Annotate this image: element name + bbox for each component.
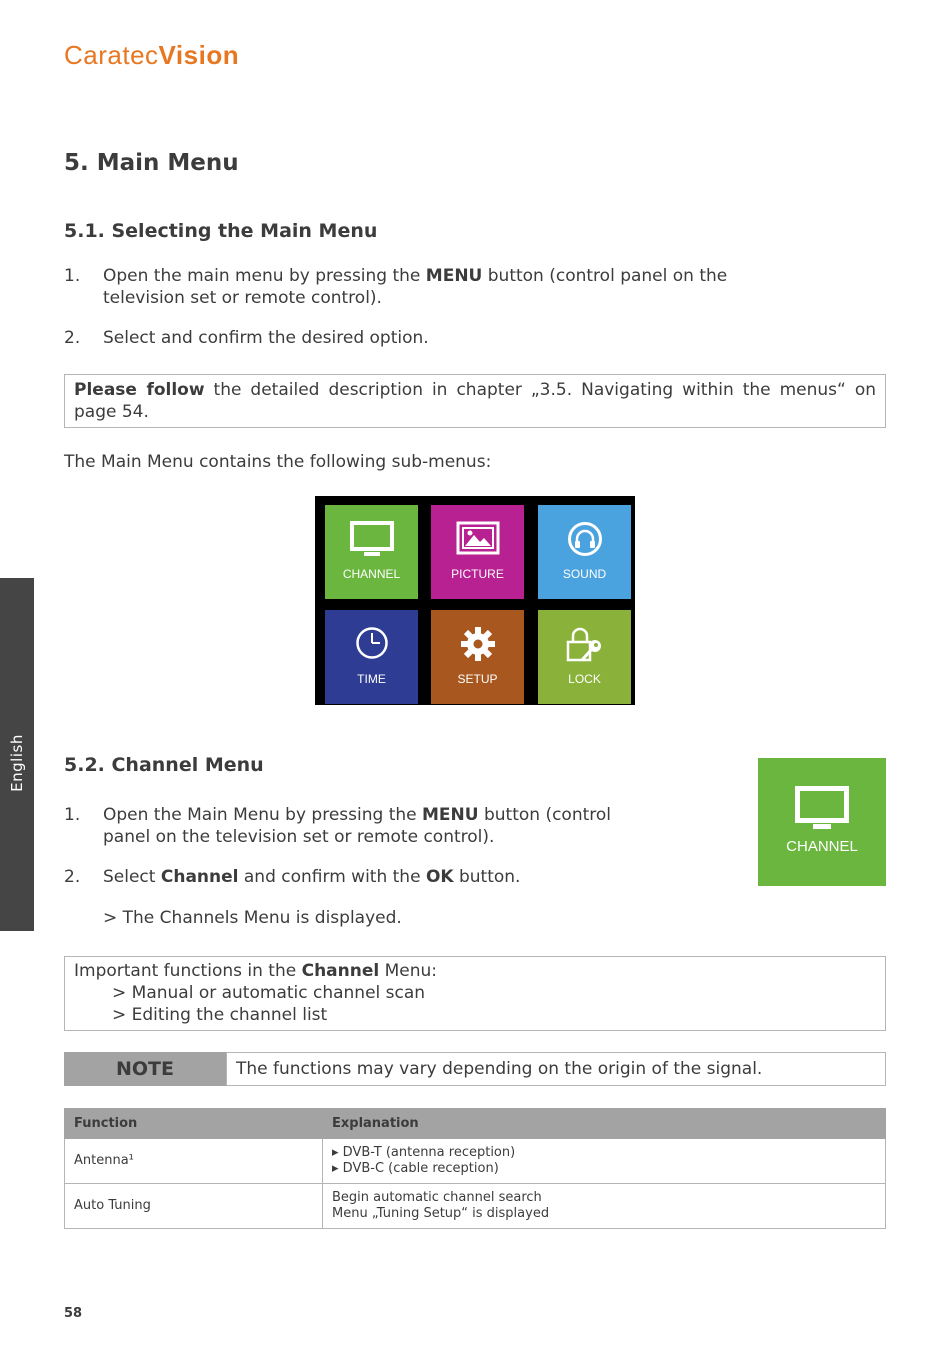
step-text: button. (453, 867, 521, 887)
ok-key-text: OK (425, 867, 454, 887)
menu-tile-label: SETUP (457, 672, 498, 686)
menu-tile-label: SOUND (562, 567, 607, 581)
step-text: Open the main menu by pressing the (103, 266, 426, 286)
channel-keyword: Channel (160, 867, 239, 887)
page-number: 58 (64, 1306, 83, 1321)
step-text: Select (103, 867, 161, 887)
table-header-row (65, 1109, 886, 1139)
step-text: and confirm with the (238, 867, 426, 887)
menu-key-text: MENU (425, 266, 483, 286)
info-box (64, 374, 886, 428)
step-number: 2. (64, 867, 81, 887)
functions-box (64, 956, 886, 1031)
explanation-line: ▸ DVB-T (antenna reception) (332, 1145, 516, 1160)
step-text: Select and confirm the desired option. (103, 328, 429, 348)
headphones-icon (567, 521, 603, 557)
language-label: English (8, 734, 26, 792)
explanation-line: Menu „Tuning Setup“ is displayed (332, 1206, 550, 1221)
menu-tile-channel (325, 505, 418, 599)
lock-key-icon (565, 626, 605, 664)
explanation-line: Begin automatic channel search (332, 1190, 542, 1205)
table-cell-explanation (323, 1139, 886, 1184)
main-menu-screenshot (315, 496, 635, 705)
brand-name-bold: Vision (158, 40, 240, 70)
menu-tile-lock (538, 610, 631, 704)
info-box-text: the detailed description in chapter „3.5. Navigating within the menus“ on page 54. (74, 380, 877, 422)
step-text: panel on the television set or remote control). (103, 827, 495, 847)
note-text: The functions may vary depending on the origin of the signal. (226, 1052, 886, 1086)
function-list-item: > Editing the channel list (112, 1005, 328, 1025)
note-box (64, 1052, 886, 1086)
step-number: 1. (64, 266, 81, 286)
menu-key-text: MENU (422, 805, 479, 825)
step-number: 2. (64, 328, 81, 348)
step-result: > The Channels Menu is displayed. (103, 908, 402, 928)
menu-tile-setup (431, 610, 524, 704)
picture-icon (456, 521, 500, 555)
table-row (65, 1184, 886, 1229)
table-cell-function: Auto Tuning (65, 1184, 323, 1229)
menu-tile-label: CHANNEL (342, 567, 401, 581)
info-box-emphasis: Please follow (74, 380, 205, 400)
subsection-title: 5.2. Channel Menu (64, 754, 264, 776)
step-text: button (control (478, 805, 612, 825)
brand-name-light: Caratec (64, 40, 159, 70)
channel-tile-label: CHANNEL (786, 838, 858, 855)
menu-tile-label: PICTURE (451, 567, 504, 581)
step-item (0, 804, 740, 854)
menu-tile-label: LOCK (568, 672, 601, 686)
section-title: 5. Main Menu (64, 150, 239, 176)
brand-logo (64, 40, 239, 71)
function-table (64, 1108, 886, 1229)
submenu-intro: The Main Menu contains the following sub-menus: (64, 452, 492, 472)
step-text: television set or remote control). (103, 288, 382, 308)
table-cell-function: Antenna¹ (65, 1139, 323, 1184)
step-item (0, 866, 740, 890)
note-label: NOTE (64, 1052, 226, 1086)
gear-icon (460, 626, 496, 662)
menu-tile-label: TIME (357, 672, 386, 686)
menu-tile-sound (538, 505, 631, 599)
channel-tile (758, 758, 886, 886)
tv-icon (350, 521, 394, 557)
table-cell-explanation (323, 1184, 886, 1229)
function-list-item: > Manual or automatic channel scan (112, 983, 426, 1003)
table-header-function: Function (65, 1109, 323, 1139)
step-number: 1. (64, 805, 81, 825)
menu-tile-time (325, 610, 418, 704)
step-item (0, 327, 950, 351)
step-item (0, 265, 950, 315)
explanation-line: ▸ DVB-C (cable reception) (332, 1161, 499, 1176)
menu-tile-picture (431, 505, 524, 599)
functions-box-text: Important functions in the (74, 961, 302, 981)
clock-icon (355, 626, 389, 660)
tv-icon (795, 786, 849, 830)
functions-box-text: Menu: (379, 961, 438, 981)
subsection-title: 5.1. Selecting the Main Menu (64, 220, 378, 242)
channel-keyword: Channel (301, 961, 380, 981)
step-text: button (control panel on the (482, 266, 728, 286)
table-row (65, 1139, 886, 1184)
step-text: Open the Main Menu by pressing the (103, 805, 423, 825)
table-header-explanation: Explanation (323, 1109, 886, 1139)
